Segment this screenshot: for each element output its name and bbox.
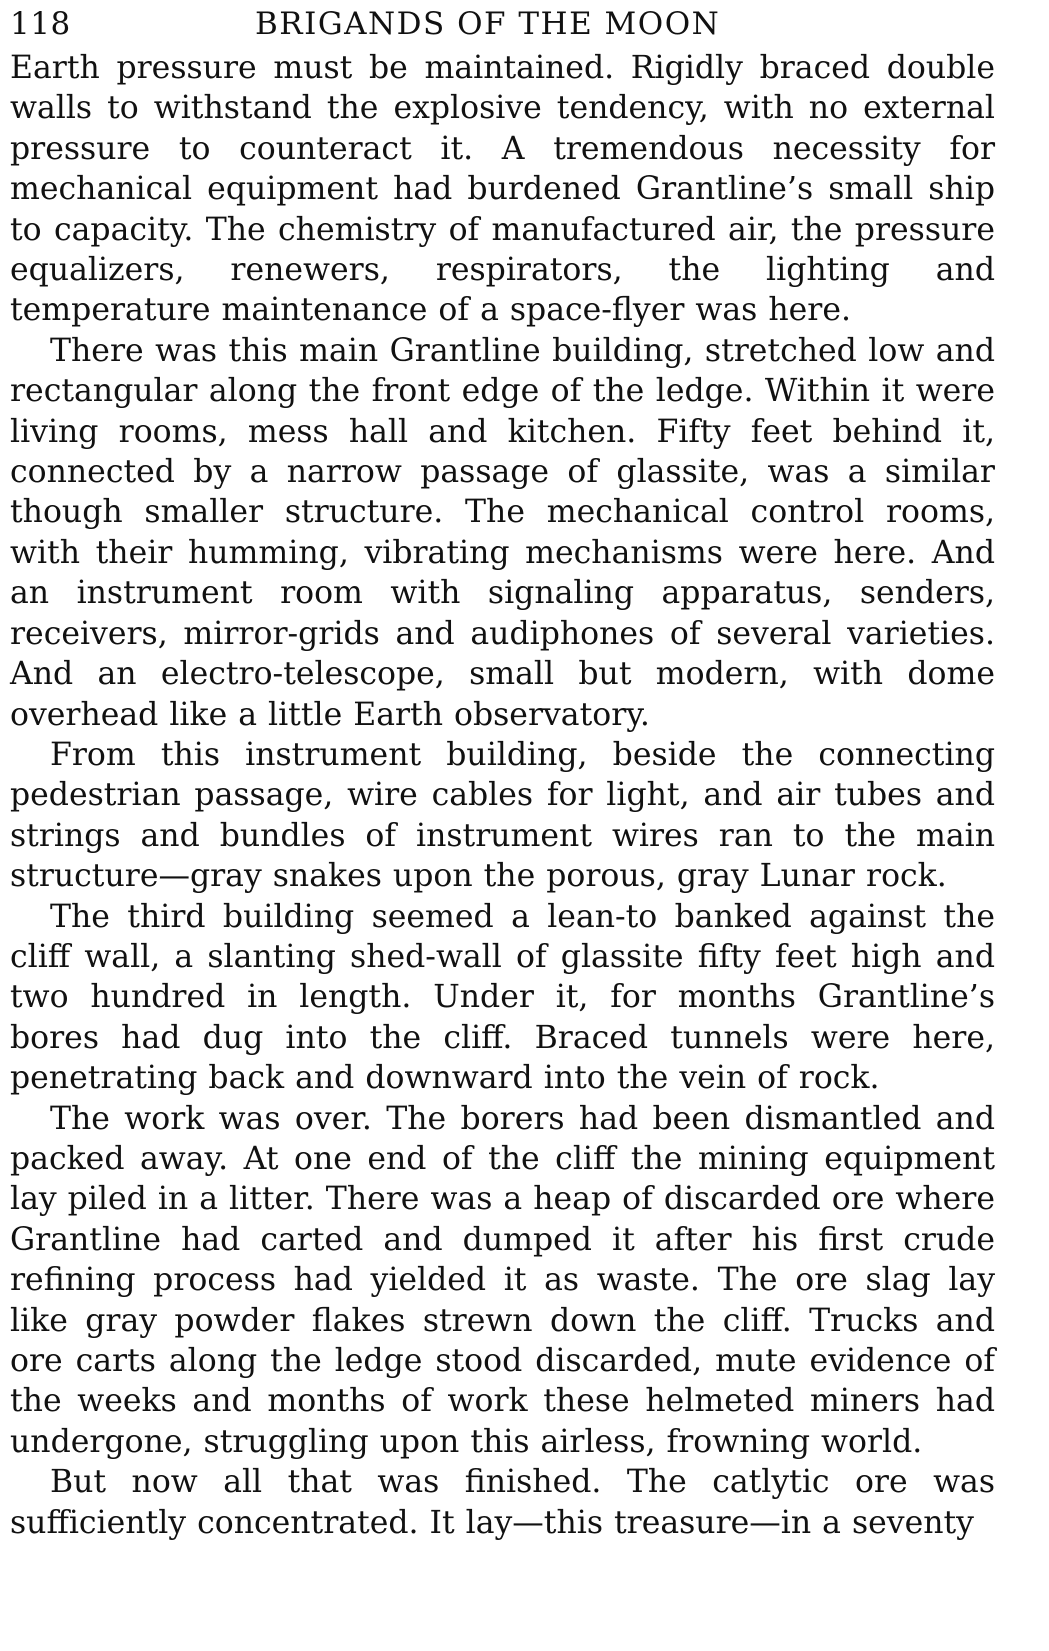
paragraph: Earth pressure must be maintained. Rigidly braced double walls to withstand the explosive tendency, with no external pressure to counteract it. A tremendous necessity for mechanical equipment had burdened Grantline’s small ship to capacity. The chemistry of manufactured air, the pressure equalizers, renewers, respirators, the lighting and temperature maintenance of a space-flyer was here. xyxy=(10,50,995,329)
paragraph: The work was over. The borers had been dismantled and packed away. At one end of the cliff the mining equipment lay piled in a litter. There was a heap of discarded ore where Grantline had carted and dumped it after his first crude refining process had yielded it as waste. The ore slag lay like gray powder flakes strewn down the cliff. Trucks and ore carts along the ledge stood discarded, mute evidence of the weeks and months of work these helmeted miners had undergone, struggling upon this airless, frowning world. xyxy=(10,1100,995,1460)
paragraph: There was this main Grantline building, stretched low and rectangular along the front edge of the ledge. Within it were living rooms, mess hall and kitchen. Fifty feet behind it, connected by a narrow passage of glassite, was a similar though smaller structure. The mechanical control rooms, with their humming, vibrating mechanisms were here. And an instrument room with signaling apparatus, senders, receivers, mirror-grids and audiphones of several varieties. And an electro-telescope, small but modern, with dome overhead like a little Earth observatory. xyxy=(10,332,995,733)
book-page xyxy=(10,0,995,1651)
body-text xyxy=(10,48,995,1543)
running-title: BRIGANDS OF THE MOON xyxy=(255,6,721,42)
page-number: 118 xyxy=(10,6,71,42)
paragraph: From this instrument building, beside the connecting pedestrian passage, wire cables for light, and air tubes and strings and bundles of instrument wires ran to the main structure—gray snakes upon the porous, gray Lunar rock. xyxy=(10,736,995,895)
paragraph: But now all that was finished. The catlytic ore was sufficiently concentrated. It lay—this treasure—in a seventy xyxy=(10,1464,995,1541)
page-header xyxy=(10,0,995,48)
paragraph: The third building seemed a lean-to banked against the cliff wall, a slanting shed-wall of glassite fifty feet high and two hundred in length. Under it, for months Grantline’s bores had dug into the cliff. Braced tunnels were here, penetrating back and downward into the vein of rock. xyxy=(10,898,995,1097)
